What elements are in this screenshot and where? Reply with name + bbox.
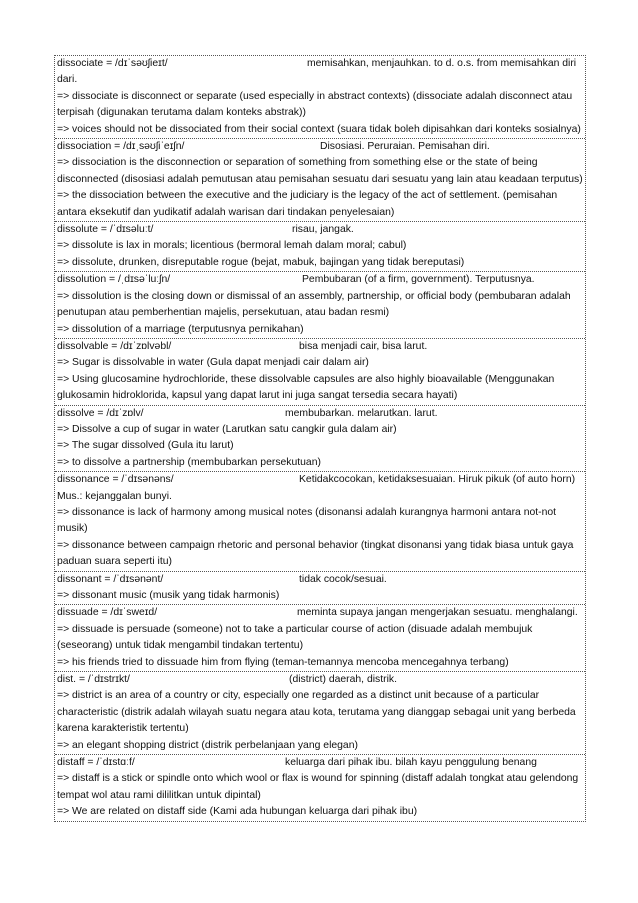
entry-headline [57,605,583,621]
entry-example-line: => district is an area of a country or city, especially one regarded as a distinct unit because of a particular characteristic (distrik adalah wilayah suatu negara atau kota, terutama yang dianggap sebagai unit yang berbeda karena karakteristik tertentu) [57,690,576,735]
dictionary-entry [55,222,585,272]
entry-term: dissociation = /dɪˌsəʊʃiˈeɪʃn/ [57,141,185,153]
entry-example-line: => dissonant music (musik yang tidak harmonis) [57,590,280,601]
entry-meaning: keluarga dari pihak ibu. bilah kayu penggulung benang [285,757,537,769]
entry-example-line: => Sugar is dissolvable in water (Gula dapat menjadi cair dalam air) [57,357,369,369]
entry-meaning: tidak cocok/sesuai. [299,573,387,585]
entry-term: dissuade = /dɪˈsweɪd/ [57,607,158,619]
entry-meaning: risau, jangak. [292,224,354,236]
entry-example-line: => dissolution of a marriage (terputusnya pernikahan) [57,323,304,335]
entry-meaning: bisa menjadi cair, bisa larut. [299,340,428,352]
entry-example-line: => dissociation is the disconnection or separation of something from something else or the state of being disconnected (disosiasi adalah pemutusan atau pemisahan sesuatu dari sesuatu yang lain atau keadaan terputus) [57,157,583,185]
entry-headline [57,406,583,422]
entry-example-line: => dissonance is lack of harmony among musical notes (disonansi adalah kurangnya harmoni antara not-not musik) [57,506,557,535]
dictionary-entry [55,572,585,606]
dictionary-entry [55,672,585,755]
entry-example-line: => dissuade is persuade (someone) not to take a particular course of action (disuade adalah membujuk (seseorang) untuk tidak mengambil tindakan tertentu) [57,623,533,652]
entry-headline [57,139,583,155]
entry-meaning: memisahkan, menjauhkan. to d. o.s. from memisahkan diri dari. [57,58,577,86]
entry-headline [57,222,583,238]
entry-headline [57,56,583,89]
dictionary-entry [55,406,585,473]
entry-example-line: => to dissolve a partnership (membubarkan persekutuan) [57,456,321,468]
entry-example-line: => distaff is a stick or spindle onto which wool or flax is wound for spinning (distaff adalah tongkat atau gelendong tempat wol atau rami dililitkan untuk dipintal) [57,773,579,801]
entry-headline [57,272,583,288]
entry-headline [57,672,583,688]
entry-term: dist. = /ˈdɪstrɪkt/ [57,674,130,686]
entry-example-line: => dissolute is lax in morals; licentious (bermoral lemah dalam moral; cabul) [57,240,407,252]
entry-example-line: => the dissociation between the executive and the judiciary is the legacy of the act of settlement. (pemisahan antara eksekutif dan yudikatif adalah warisan dari tindakan penyelesaian) [57,190,558,218]
entry-meaning: (district) daerah, distrik. [289,674,397,686]
entry-term: dissonance = /ˈdɪsənəns/ [57,474,174,486]
entry-example-line: => dissociate is disconnect or separate (used especially in abstract contexts) (dissociate adalah disconnect atau terpisah (digunakan terutama dalam konteks abstrak)) [57,90,573,119]
dictionary-document [54,55,586,822]
entry-headline [57,339,583,355]
entry-term: dissolution = /ˌdɪsəˈluːʃn/ [57,274,171,286]
dictionary-entry [55,472,585,571]
entry-headline [57,755,583,771]
entry-term: dissociate = /dɪˈsəʊʃieɪt/ [57,58,168,69]
entry-example-line: => dissonance between campaign rhetoric and personal behavior (tingkat disonansi yang tidak biasa untuk gaya paduan suara seperti itu) [57,539,574,568]
entry-term: dissonant = /ˈdɪsənənt/ [57,573,164,585]
entry-example-line: => dissolution is the closing down or dismissal of an assembly, partnership, or official body (pembubaran adalah penutupan atau pemberhentian majelis, persekutuan, atau badan resmi) [57,290,571,319]
entry-example-line: => an elegant shopping district (distrik perbelanjaan yang elegan) [57,739,358,751]
entry-meaning: membubarkan. melarutkan. larut. [285,407,438,419]
entry-term: dissolve = /dɪˈzɒlv/ [57,407,144,419]
entry-headline [57,572,583,588]
dictionary-entry [55,339,585,406]
entry-headline [57,472,583,505]
entry-example-line: => Using glucosamine hydrochloride, these dissolvable capsules are also highly bioavailable (Menggunakan glukosamin hidroklorida, kapsul yang dapat larut ini juga sangat tersedia secara hayati) [57,373,555,402]
dictionary-entry [55,139,585,222]
dictionary-entry [55,56,585,139]
entry-example-line: => The sugar dissolved (Gula itu larut) [57,440,234,452]
dictionary-entry [55,755,585,821]
entry-example-line: => We are related on distaff side (Kami ada hubungan keluarga dari pihak ibu) [57,806,418,818]
entry-example-line: => dissolute, drunken, disreputable rogue (bejat, mabuk, bajingan yang tidak bereputasi) [57,256,465,268]
entry-example-line: => his friends tried to dissuade him from flying (teman-temannya mencoba mencegahnya terbang) [57,656,509,668]
entry-meaning: meminta supaya jangan mengerjakan sesuatu. menghalangi. [297,607,578,619]
entry-meaning: Ketidakcocokan, ketidaksesuaian. Hiruk pikuk (of auto horn) Mus.: kejanggalan bunyi. [57,474,576,502]
dictionary-entry [55,605,585,672]
entry-term: dissolvable = /dɪˈzɒlvəbl/ [57,340,172,352]
entry-term: distaff = /ˈdɪstɑːf/ [57,757,135,769]
dictionary-entry [55,272,585,339]
entry-term: dissolute = /ˈdɪsəluːt/ [57,224,154,236]
entry-meaning: Disosiasi. Peruraian. Pemisahan diri. [320,141,490,153]
entry-example-line: => Dissolve a cup of sugar in water (Larutkan satu cangkir gula dalam air) [57,423,397,435]
entry-meaning: Pembubaran (of a firm, government). Terputusnya. [302,274,535,286]
entry-example-line: => voices should not be dissociated from their social context (suara tidak boleh dipisahkan dari konteks sosialnya) [57,123,581,135]
